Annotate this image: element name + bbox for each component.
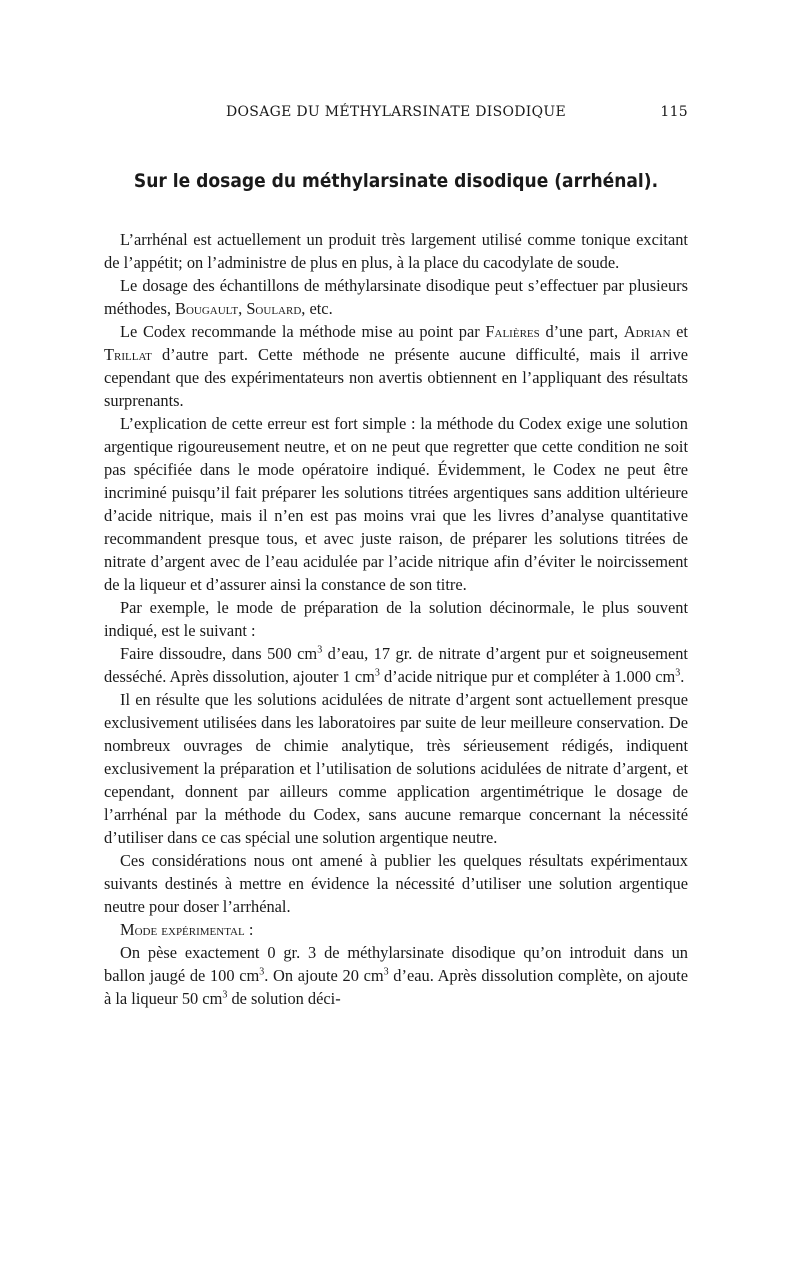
author-name: Adrian — [623, 322, 671, 341]
superscript: 3 — [675, 667, 681, 679]
section-label: Mode expérimental — [120, 920, 245, 939]
paragraph-6-text: d’acide nitrique pur et compléter à 1.000 cm — [379, 667, 676, 686]
paragraph-6-text: d’eau, 17 gr. de nitrate d’argent pur et soigneusement desséché. Après dissolution, ajouter 1 cm — [104, 644, 688, 686]
paragraph-6 — [104, 642, 688, 688]
paragraph-7: Il en résulte que les solutions acidulées de nitrate d’argent sont actuellement presque exclusivement utilisées dans les laboratoires par suite de leur meilleure conservation. De nombreux ouvrages de chimie analytique, très sérieusement rédigés, indiquent exclusivement la préparation et l’utilisation de solutions acidulées de nitrate d’argent, et cependant, donnent par ailleurs comme application argentimétrique le dosage de l’arrhénal par la méthode du Codex, sans aucune remarque concernant la nécessité d’utiliser dans ce cas spécial une solution argentique neutre. — [104, 690, 688, 847]
paragraph-5: Par exemple, le mode de préparation de la solution décinormale, le plus souvent indiqué, est le suivant : — [104, 598, 688, 640]
paragraph-2-text: Le dosage des échantillons de méthylarsinate disodique peut s’effectuer par plusieurs méthodes, — [104, 276, 688, 318]
paragraph-3 — [104, 320, 688, 412]
paragraph-3-text: d’une part, — [539, 322, 624, 341]
author-name: Falières — [485, 322, 540, 341]
article-title: Sur le dosage du méthylarsinate disodique (arrhénal). — [133, 170, 659, 192]
section-heading — [104, 918, 688, 941]
paragraph-3-text: d’autre part. Cette méthode ne présente aucune difficulté, mais il arrive cependant que des expérimentateurs non avertis obtiennent en l’appliquant des résultats surprenants. — [104, 345, 688, 410]
superscript: 3 — [259, 966, 265, 978]
author-name: Soulard — [246, 299, 302, 318]
paragraph-2 — [104, 274, 688, 320]
author-name: Trillat — [104, 345, 152, 364]
running-title: DOSAGE DU MÉTHYLARSINATE DISODIQUE — [226, 104, 567, 120]
paragraph-6-end: . — [680, 667, 685, 686]
page-number: 115 — [660, 104, 688, 120]
paragraph-9-end: de solution déci- — [227, 989, 341, 1008]
superscript: 3 — [374, 667, 380, 679]
paragraph-9-text: . On ajoute 20 cm — [264, 966, 384, 985]
superscript: 3 — [317, 644, 323, 656]
paragraph-2-end: , etc. — [301, 299, 333, 318]
separator: , — [238, 299, 247, 318]
paragraph-1: L’arrhénal est actuellement un produit très largement utilisé comme tonique excitant de l’appétit; on l’administre de plus en plus, à la place du cacodylate de soude. — [104, 230, 688, 272]
superscript: 3 — [383, 966, 389, 978]
paragraph-3-text: et — [670, 322, 688, 341]
paragraph-9-text: d’eau. Après dissolution complète, on ajoute à la liqueur 50 cm — [104, 966, 688, 1008]
paragraph-3-text: Le Codex recommande la méthode mise au point par — [120, 322, 486, 341]
paragraph-8: Ces considérations nous ont amené à publier les quelques résultats expérimentaux suivants destinés à mettre en évidence la nécessité d’utiliser une solution argentique neutre pour doser l’arrhénal. — [104, 851, 688, 916]
paragraph-4: L’explication de cette erreur est fort simple : la méthode du Codex exige une solution argentique rigoureusement neutre, et on ne peut que regretter que cette condition ne soit pas spécifiée dans le mode opératoire indiqué. Évidemment, le Codex ne peut être incriminé puisqu’il fait préparer les solutions titrées argentiques sans addition ultérieure d’acide nitrique, mais il n’en est pas moins vrai que les livres d’analyse quantitative recommandent presque tous, et avec juste raison, de préparer les solutions titrées de nitrate d’argent avec de l’eau acidulée par l’acide nitrique afin d’éviter le noircissement de la liqueur et d’assurer ainsi la constance de son titre. — [104, 414, 688, 594]
paragraph-6-text: Faire dissoudre, dans 500 cm — [120, 644, 318, 663]
paragraph-9 — [104, 941, 688, 1010]
author-name: Bougault — [175, 299, 239, 318]
superscript: 3 — [222, 989, 228, 1001]
section-colon: : — [244, 920, 254, 939]
paragraph-9-text: On pèse exactement 0 gr. 3 de méthylarsinate disodique qu’on introduit dans un ballon jaugé de 100 cm — [104, 943, 688, 985]
article-body — [104, 228, 688, 1010]
